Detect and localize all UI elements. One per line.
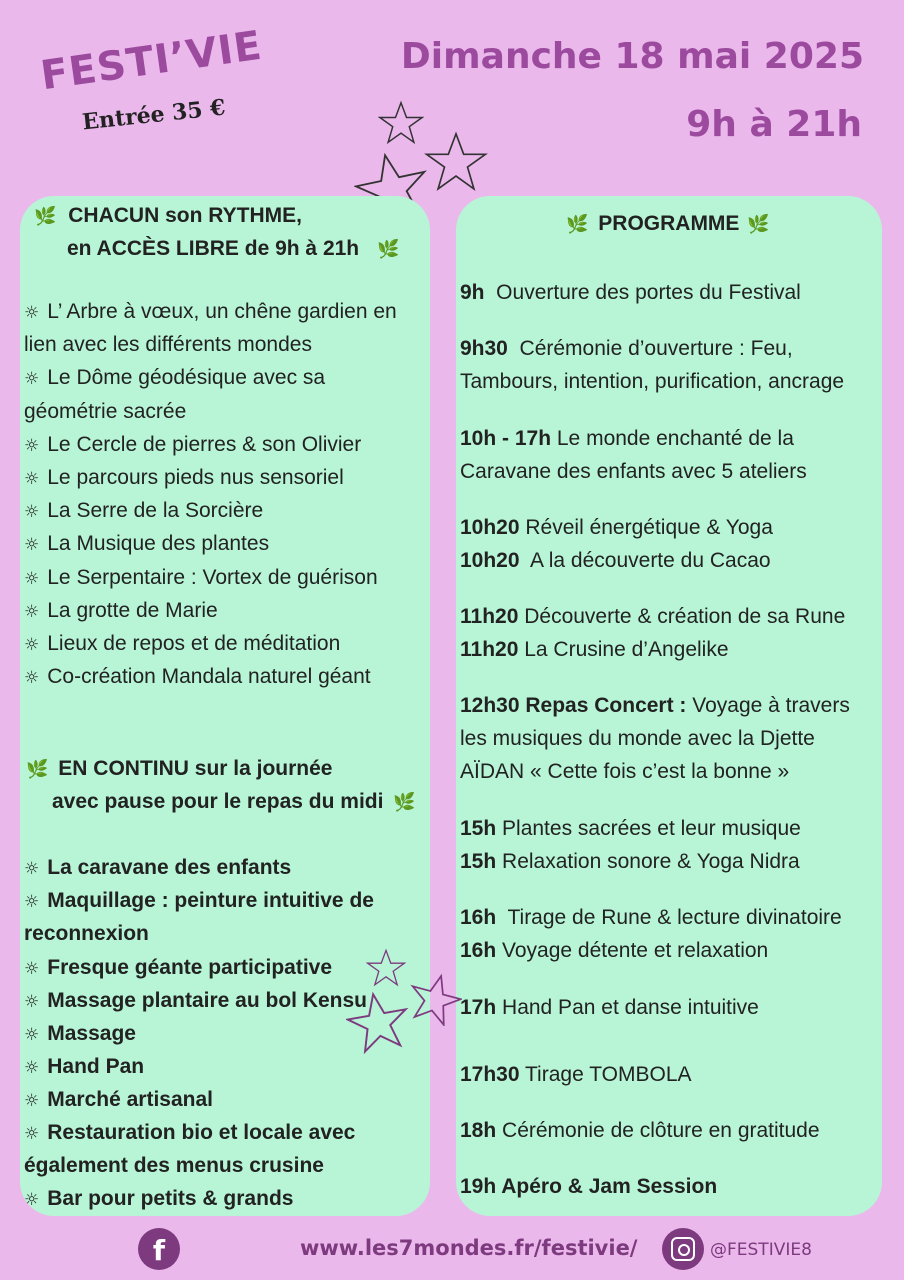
section-heading-libre: 🌿 CHACUN son RYTHME,: [34, 204, 302, 227]
program-entry: [460, 600, 845, 633]
sun-icon: ☼: [24, 1124, 40, 1144]
program-text: Découverte & création de sa Rune: [518, 605, 846, 628]
program-text: A la découverte du Cacao: [519, 549, 771, 572]
list-item: ☼ Massage plantaire au bol Kensu: [24, 989, 368, 1012]
program-entry: [460, 332, 793, 365]
sun-icon: ☼: [24, 1058, 40, 1078]
program-entry: [460, 511, 773, 544]
facebook-icon[interactable]: f: [138, 1228, 180, 1270]
list-item: ☼ Fresque géante participative: [24, 956, 333, 979]
program-panel: [456, 196, 882, 1216]
sun-icon: ☼: [24, 1190, 40, 1210]
sun-icon: ☼: [24, 1025, 40, 1045]
sun-icon: ☼: [24, 303, 40, 323]
sun-icon: ☼: [24, 601, 40, 622]
program-text: les musiques du monde avec la Djette: [460, 727, 815, 750]
leaf-icon: 🌿: [747, 214, 770, 235]
list-item: ☼ Le parcours pieds nus sensoriel: [24, 466, 344, 489]
program-text: Plantes sacrées et leur musique: [496, 817, 801, 840]
program-entry: [460, 633, 729, 666]
program-text: Le monde enchanté de la: [551, 427, 794, 450]
program-time: 19h Apéro & Jam Session: [460, 1175, 718, 1198]
program-entry: [460, 455, 807, 488]
sun-icon: ☼: [24, 992, 40, 1012]
program-text: Relaxation sonore & Yoga Nidra: [496, 850, 800, 873]
program-time: 16h: [460, 906, 497, 929]
list-item: ☼ Marché artisanal: [24, 1088, 213, 1111]
sun-icon: ☼: [24, 635, 40, 655]
list-item: ☼ Restauration bio et locale avec: [24, 1121, 356, 1144]
sun-icon: ☼: [24, 502, 40, 523]
list-item: géométrie sacrée: [24, 399, 187, 423]
program-entry: [460, 1058, 692, 1091]
sun-icon: ☼: [24, 435, 40, 456]
sun-icon: ☼: [24, 568, 40, 589]
sun-icon: ☼: [24, 859, 40, 879]
festival-title: FESTI’VIE: [37, 22, 266, 100]
list-item: ☼ Hand Pan: [24, 1055, 145, 1078]
program-text: Voyage à travers: [686, 694, 850, 717]
list-item: ☼ Bar pour petits & grands: [24, 1187, 294, 1210]
leaf-icon: 🌿: [376, 239, 400, 260]
list-item: ☼ Le Cercle de pierres & son Olivier: [24, 432, 362, 456]
program-text: Tirage de Rune & lecture divinatoire: [496, 906, 842, 929]
program-entry: [460, 276, 801, 309]
website-link[interactable]: www.les7mondes.fr/festivie/: [300, 1236, 638, 1260]
leaf-icon: 🌿: [393, 792, 416, 813]
list-item: ☼ Le Serpentaire : Vortex de guérison: [24, 565, 378, 589]
list-item: ☼ Massage: [24, 1022, 136, 1045]
list-item: ☼ Lieux de repos et de méditation: [24, 632, 341, 655]
sun-icon: ☼: [24, 892, 40, 912]
leaf-icon: 🌿: [566, 214, 589, 235]
program-text: Tirage TOMBOLA: [519, 1063, 692, 1086]
program-heading: 🌿 PROGRAMME 🌿: [566, 212, 770, 235]
program-text: Ouverture des portes du Festival: [484, 281, 801, 304]
list-item: ☼ Co-création Mandala naturel géant: [24, 665, 371, 689]
leaf-icon: 🌿: [34, 206, 57, 227]
program-entry: [460, 991, 759, 1024]
program-entry: [460, 544, 771, 577]
sun-icon: ☼: [24, 1091, 40, 1111]
program-text: Hand Pan et danse intuitive: [496, 996, 759, 1019]
section-heading-continu: 🌿 EN CONTINU sur la journée: [26, 757, 333, 780]
star-icon: [346, 990, 410, 1054]
program-entry: [460, 722, 815, 755]
sun-icon: ☼: [24, 535, 40, 556]
program-entry: [460, 365, 844, 398]
list-item: ☼ La Musique des plantes: [24, 532, 270, 556]
list-item: ☼ La Serre de la Sorcière: [24, 499, 264, 523]
program-time: 11h20: [460, 605, 519, 628]
program-entry: [460, 1114, 820, 1147]
list-item: lien avec les différents mondes: [24, 333, 312, 357]
leaf-icon: 🌿: [26, 759, 49, 780]
program-time: 11h20: [460, 638, 519, 661]
list-item: reconnexion: [24, 922, 149, 945]
program-time: 17h30: [460, 1063, 520, 1086]
program-text: Réveil énergétique & Yoga: [519, 516, 773, 539]
instagram-icon[interactable]: [662, 1228, 704, 1270]
entry-price: Entrée 35 €: [81, 94, 227, 136]
section-heading-continu-line2: avec pause pour le repas du midi 🌿: [52, 790, 416, 813]
program-time: 12h30 Repas Concert :: [460, 694, 687, 717]
program-entry: [460, 845, 800, 878]
event-date: Dimanche 18 mai 2025: [400, 36, 864, 77]
star-icon: [378, 100, 424, 146]
list-item: également des menus crusine: [24, 1154, 324, 1177]
program-time: 10h20: [460, 516, 520, 539]
program-time: 17h: [460, 996, 497, 1019]
program-text: Voyage détente et relaxation: [496, 939, 769, 962]
instagram-handle[interactable]: @FESTIVIE8: [710, 1240, 812, 1260]
list-item: ☼ La grotte de Marie: [24, 598, 218, 622]
program-time: 16h: [460, 939, 497, 962]
section-heading-libre-line2: en ACCÈS LIBRE de 9h à 21h 🌿: [67, 237, 400, 260]
program-entry: [460, 934, 768, 967]
sun-icon: ☼: [24, 959, 40, 979]
program-time: 9h: [460, 281, 485, 304]
program-entry: [460, 812, 801, 845]
list-item: ☼ L’ Arbre à vœux, un chêne gardien en: [24, 300, 397, 323]
program-time: 10h20: [460, 549, 520, 572]
program-entry: [460, 755, 789, 788]
program-time: 18h: [460, 1119, 497, 1142]
program-text: Cérémonie d’ouverture : Feu,: [507, 337, 793, 360]
star-icon: [408, 972, 462, 1026]
program-entry: [460, 1170, 717, 1203]
program-entry: [460, 901, 842, 934]
list-item: ☼ Maquillage : peinture intuitive de: [24, 889, 374, 912]
list-item: ☼ Le Dôme géodésique avec sa: [24, 366, 326, 390]
program-entry: [460, 422, 794, 455]
program-text: Caravane des enfants avec 5 ateliers: [460, 460, 807, 483]
program-text: AÏDAN « Cette fois c’est la bonne »: [460, 760, 790, 783]
star-icon: [424, 130, 488, 194]
sun-icon: ☼: [24, 668, 40, 689]
program-time: 9h30: [460, 337, 508, 360]
left-panel: [20, 196, 430, 1216]
program-entry: [460, 689, 850, 722]
sun-icon: ☼: [24, 469, 40, 489]
event-hours: 9h à 21h: [686, 104, 862, 145]
program-text: La Crusine d’Angelike: [518, 638, 729, 661]
program-time: 15h: [460, 850, 497, 873]
program-time: 15h: [460, 817, 497, 840]
program-time: 10h - 17h: [460, 427, 552, 450]
program-text: Cérémonie de clôture en gratitude: [496, 1119, 820, 1142]
list-item: ☼ La caravane des enfants: [24, 856, 292, 879]
program-text: Tambours, intention, purification, ancrage: [460, 370, 845, 393]
star-icon: [366, 948, 406, 988]
sun-icon: ☼: [24, 369, 40, 390]
